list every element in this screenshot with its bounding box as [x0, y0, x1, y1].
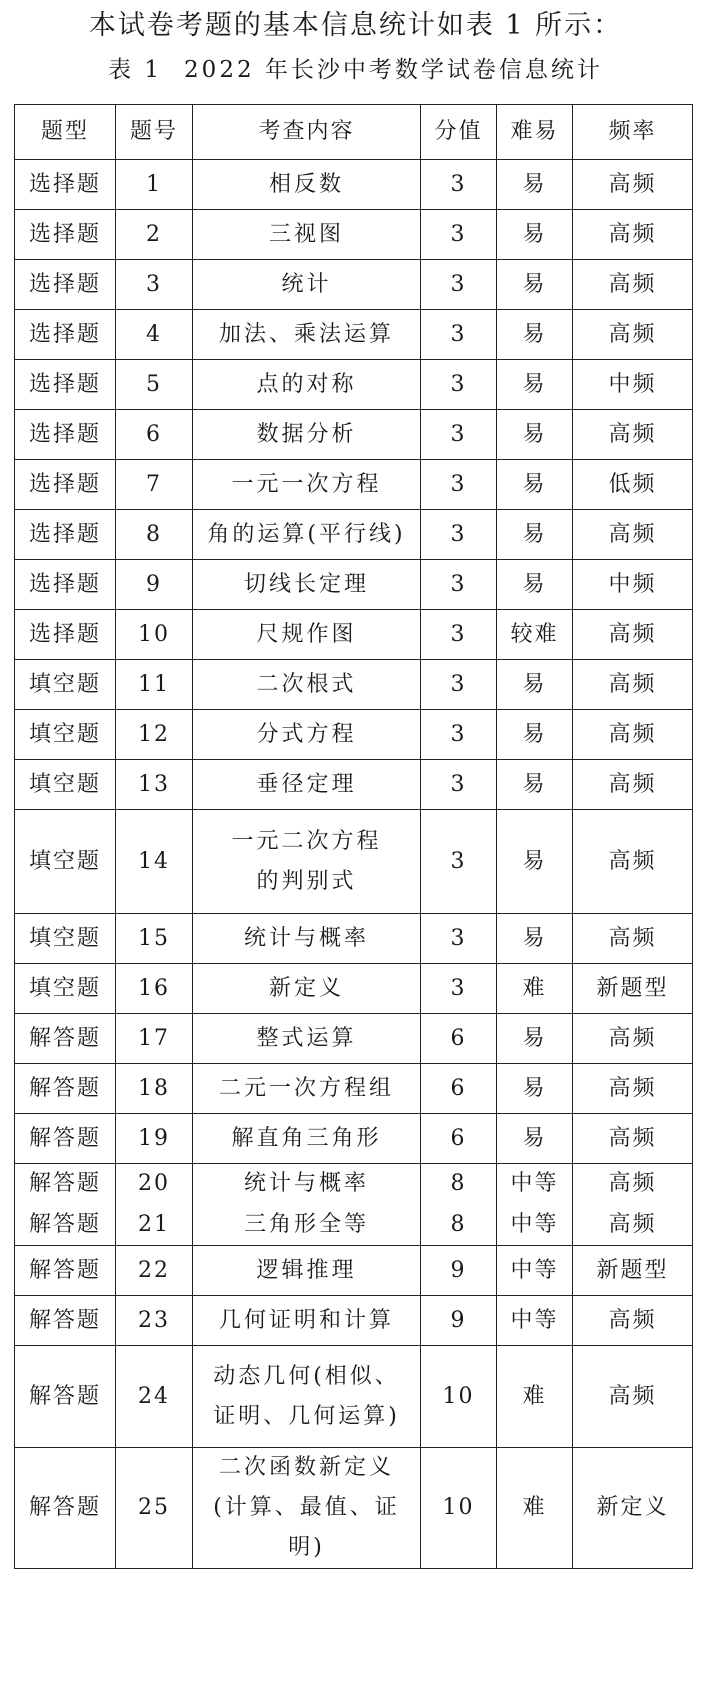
- cell-frequency: 高频: [573, 310, 693, 360]
- table-row: [15, 610, 693, 660]
- content-line: 逻辑推理: [256, 1257, 357, 1283]
- intro-text: 本试卷考题的基本信息统计如表 1 所示：: [88, 10, 623, 41]
- table-row: [15, 310, 693, 360]
- cell-frequency: 新题型: [573, 964, 693, 1014]
- content-line: 证明、几何运算): [213, 1403, 400, 1429]
- cell-score: 3: [421, 660, 497, 710]
- table-row: [15, 1346, 693, 1448]
- content-line: 动态几何(相似、: [213, 1363, 400, 1389]
- cell-question-type: 解答题: [15, 1164, 116, 1205]
- content-line: 二次根式: [256, 671, 357, 697]
- cell-content: [193, 510, 421, 560]
- cell-frequency: 新题型: [573, 1246, 693, 1296]
- cell-content: [193, 760, 421, 810]
- content-line: 二元一次方程组: [218, 1075, 394, 1101]
- cell-question-type: 解答题: [15, 1448, 116, 1569]
- header-type: 题型: [15, 105, 116, 160]
- cell-difficulty: 易: [497, 560, 573, 610]
- cell-question-type: 选择题: [15, 260, 116, 310]
- cell-frequency: 高频: [573, 410, 693, 460]
- cell-score: 10: [421, 1346, 497, 1448]
- cell-difficulty: 易: [497, 810, 573, 914]
- cell-question-number: 25: [116, 1448, 193, 1569]
- cell-difficulty: 易: [497, 410, 573, 460]
- cell-content: [193, 460, 421, 510]
- cell-question-number: 19: [116, 1114, 193, 1164]
- cell-question-number: 11: [116, 660, 193, 710]
- content-line: 解直角三角形: [231, 1125, 382, 1151]
- table-row: [15, 360, 693, 410]
- cell-question-type: 填空题: [15, 710, 116, 760]
- cell-frequency: 高频: [573, 1164, 693, 1205]
- cell-frequency: 高频: [573, 510, 693, 560]
- cell-content: [193, 310, 421, 360]
- cell-score: 3: [421, 710, 497, 760]
- cell-difficulty: 易: [497, 660, 573, 710]
- content-line: 一元二次方程: [231, 828, 382, 854]
- cell-score: 8: [421, 1164, 497, 1205]
- content-line: 新定义: [268, 975, 344, 1001]
- cell-content: [193, 1296, 421, 1346]
- cell-question-number: 6: [116, 410, 193, 460]
- table-row: [15, 964, 693, 1014]
- cell-score: 3: [421, 914, 497, 964]
- content-line: 角的运算(平行线): [207, 521, 406, 547]
- cell-question-number: 5: [116, 360, 193, 410]
- cell-content: [193, 1014, 421, 1064]
- table-row: [15, 1064, 693, 1114]
- cell-frequency: 中频: [573, 560, 693, 610]
- cell-question-number: 24: [116, 1346, 193, 1448]
- content-line: 分式方程: [256, 721, 357, 747]
- cell-content: [193, 914, 421, 964]
- content-line: 尺规作图: [256, 621, 357, 647]
- table-row: [15, 1164, 693, 1205]
- table-row: [15, 760, 693, 810]
- table-row: [15, 914, 693, 964]
- cell-frequency: 高频: [573, 1346, 693, 1448]
- cell-difficulty: 易: [497, 210, 573, 260]
- table-row: [15, 810, 693, 914]
- cell-question-number: 2: [116, 210, 193, 260]
- cell-difficulty: 易: [497, 760, 573, 810]
- cell-question-number: 20: [116, 1164, 193, 1205]
- cell-question-type: 解答题: [15, 1205, 116, 1246]
- cell-score: 6: [421, 1014, 497, 1064]
- content-line: 数据分析: [256, 421, 357, 447]
- cell-content: [193, 964, 421, 1014]
- table-row: [15, 1205, 693, 1246]
- table-row: [15, 660, 693, 710]
- cell-question-number: 16: [116, 964, 193, 1014]
- cell-question-type: 解答题: [15, 1346, 116, 1448]
- table-row: [15, 710, 693, 760]
- cell-question-number: 13: [116, 760, 193, 810]
- cell-score: 9: [421, 1246, 497, 1296]
- cell-difficulty: 易: [497, 1114, 573, 1164]
- cell-content: [193, 1164, 421, 1205]
- cell-difficulty: 易: [497, 360, 573, 410]
- cell-question-number: 18: [116, 1064, 193, 1114]
- cell-score: 3: [421, 310, 497, 360]
- cell-difficulty: 易: [497, 310, 573, 360]
- table-row: [15, 1014, 693, 1064]
- table-row: [15, 410, 693, 460]
- cell-difficulty: 易: [497, 160, 573, 210]
- cell-frequency: 高频: [573, 1205, 693, 1246]
- cell-question-type: 填空题: [15, 810, 116, 914]
- cell-score: 3: [421, 964, 497, 1014]
- content-line: 垂径定理: [256, 771, 357, 797]
- cell-frequency: 高频: [573, 760, 693, 810]
- cell-content: [193, 1246, 421, 1296]
- cell-question-type: 解答题: [15, 1114, 116, 1164]
- table-caption-title: 2022 年长沙中考数学试卷信息统计: [184, 57, 603, 83]
- cell-difficulty: 中等: [497, 1164, 573, 1205]
- cell-content: [193, 410, 421, 460]
- cell-question-number: 9: [116, 560, 193, 610]
- cell-frequency: 高频: [573, 1014, 693, 1064]
- content-line: 三角形全等: [243, 1212, 369, 1237]
- cell-score: 3: [421, 360, 497, 410]
- cell-score: 3: [421, 210, 497, 260]
- content-line: 二次函数新定义: [218, 1455, 394, 1480]
- content-line: 加法、乘法运算: [218, 321, 394, 347]
- cell-question-number: 15: [116, 914, 193, 964]
- table-row: [15, 1246, 693, 1296]
- cell-score: 10: [421, 1448, 497, 1569]
- content-line: 统计: [281, 271, 332, 297]
- cell-content: [193, 160, 421, 210]
- cell-question-number: 3: [116, 260, 193, 310]
- table-caption-label: 表 1: [108, 57, 163, 83]
- cell-content: [193, 660, 421, 710]
- cell-score: 3: [421, 260, 497, 310]
- cell-question-type: 选择题: [15, 160, 116, 210]
- cell-difficulty: 中等: [497, 1296, 573, 1346]
- cell-question-type: 填空题: [15, 964, 116, 1014]
- header-difficulty: 难易: [497, 105, 573, 160]
- cell-question-type: 解答题: [15, 1014, 116, 1064]
- table-row: [15, 460, 693, 510]
- cell-question-number: 17: [116, 1014, 193, 1064]
- cell-score: 6: [421, 1114, 497, 1164]
- table-caption: [0, 52, 711, 88]
- table-row: [15, 260, 693, 310]
- cell-question-type: 解答题: [15, 1246, 116, 1296]
- cell-question-number: 12: [116, 710, 193, 760]
- cell-score: 6: [421, 1064, 497, 1114]
- header-content: 考查内容: [193, 105, 421, 160]
- content-line: 相反数: [268, 171, 344, 197]
- cell-question-type: 选择题: [15, 560, 116, 610]
- cell-score: 3: [421, 460, 497, 510]
- content-line: 几何证明和计算: [218, 1307, 394, 1333]
- cell-content: [193, 210, 421, 260]
- cell-question-number: 1: [116, 160, 193, 210]
- cell-content: [193, 360, 421, 410]
- content-line: (计算、最值、证明): [213, 1495, 400, 1560]
- cell-difficulty: 易: [497, 1064, 573, 1114]
- cell-question-number: 14: [116, 810, 193, 914]
- cell-content: [193, 710, 421, 760]
- cell-score: 9: [421, 1296, 497, 1346]
- cell-frequency: 中频: [573, 360, 693, 410]
- cell-frequency: 新定义: [573, 1448, 693, 1569]
- cell-question-number: 23: [116, 1296, 193, 1346]
- cell-question-number: 4: [116, 310, 193, 360]
- content-line: 切线长定理: [243, 571, 369, 597]
- cell-difficulty: 易: [497, 260, 573, 310]
- cell-question-type: 选择题: [15, 360, 116, 410]
- cell-frequency: 高频: [573, 810, 693, 914]
- cell-frequency: 高频: [573, 210, 693, 260]
- table-row: [15, 510, 693, 560]
- cell-score: 3: [421, 160, 497, 210]
- cell-frequency: 高频: [573, 260, 693, 310]
- cell-question-type: 选择题: [15, 410, 116, 460]
- cell-content: [193, 1114, 421, 1164]
- table-row: [15, 560, 693, 610]
- cell-frequency: 高频: [573, 1296, 693, 1346]
- cell-difficulty: 难: [497, 1448, 573, 1569]
- table-row: [15, 1296, 693, 1346]
- content-line: 三视图: [268, 221, 344, 247]
- cell-question-number: 21: [116, 1205, 193, 1246]
- cell-content: [193, 1448, 421, 1569]
- content-line: 的判别式: [256, 868, 357, 894]
- cell-difficulty: 难: [497, 1346, 573, 1448]
- table-row: [15, 160, 693, 210]
- cell-difficulty: 难: [497, 964, 573, 1014]
- cell-question-type: 选择题: [15, 460, 116, 510]
- cell-frequency: 高频: [573, 160, 693, 210]
- cell-frequency: 高频: [573, 660, 693, 710]
- content-line: 统计与概率: [243, 1171, 369, 1196]
- table-row: [15, 1114, 693, 1164]
- cell-question-number: 8: [116, 510, 193, 560]
- header-score: 分值: [421, 105, 497, 160]
- cell-frequency: 高频: [573, 1114, 693, 1164]
- cell-score: 3: [421, 560, 497, 610]
- cell-question-type: 选择题: [15, 610, 116, 660]
- cell-question-type: 填空题: [15, 760, 116, 810]
- cell-score: 3: [421, 810, 497, 914]
- cell-question-type: 填空题: [15, 660, 116, 710]
- cell-question-number: 7: [116, 460, 193, 510]
- cell-content: [193, 610, 421, 660]
- cell-frequency: 高频: [573, 610, 693, 660]
- cell-question-type: 解答题: [15, 1064, 116, 1114]
- content-line: 整式运算: [256, 1025, 357, 1051]
- cell-question-type: 选择题: [15, 210, 116, 260]
- cell-content: [193, 1064, 421, 1114]
- cell-question-type: 填空题: [15, 914, 116, 964]
- table-row: [15, 1448, 693, 1569]
- exam-info-table: [14, 104, 693, 1569]
- cell-question-type: 解答题: [15, 1296, 116, 1346]
- table-row: [15, 210, 693, 260]
- cell-difficulty: 易: [497, 1014, 573, 1064]
- cell-score: 8: [421, 1205, 497, 1246]
- cell-content: [193, 1205, 421, 1246]
- cell-difficulty: 易: [497, 710, 573, 760]
- cell-question-type: 选择题: [15, 510, 116, 560]
- cell-difficulty: 易: [497, 460, 573, 510]
- header-frequency: 频率: [573, 105, 693, 160]
- content-line: 点的对称: [256, 371, 357, 397]
- cell-question-type: 选择题: [15, 310, 116, 360]
- cell-question-number: 22: [116, 1246, 193, 1296]
- cell-score: 3: [421, 510, 497, 560]
- cell-difficulty: 中等: [497, 1205, 573, 1246]
- cell-content: [193, 260, 421, 310]
- content-line: 统计与概率: [243, 925, 369, 951]
- table-body: [15, 160, 693, 1569]
- cell-score: 3: [421, 410, 497, 460]
- cell-difficulty: 易: [497, 914, 573, 964]
- header-number: 题号: [116, 105, 193, 160]
- cell-difficulty: 较难: [497, 610, 573, 660]
- cell-difficulty: 中等: [497, 1246, 573, 1296]
- cell-frequency: 高频: [573, 710, 693, 760]
- cell-frequency: 高频: [573, 914, 693, 964]
- cell-difficulty: 易: [497, 510, 573, 560]
- cell-content: [193, 810, 421, 914]
- cell-content: [193, 1346, 421, 1448]
- cell-frequency: 高频: [573, 1064, 693, 1114]
- cell-content: [193, 560, 421, 610]
- cell-frequency: 低频: [573, 460, 693, 510]
- cell-score: 3: [421, 760, 497, 810]
- table-header-row: [15, 105, 693, 160]
- cell-question-number: 10: [116, 610, 193, 660]
- cell-score: 3: [421, 610, 497, 660]
- content-line: 一元一次方程: [231, 471, 382, 497]
